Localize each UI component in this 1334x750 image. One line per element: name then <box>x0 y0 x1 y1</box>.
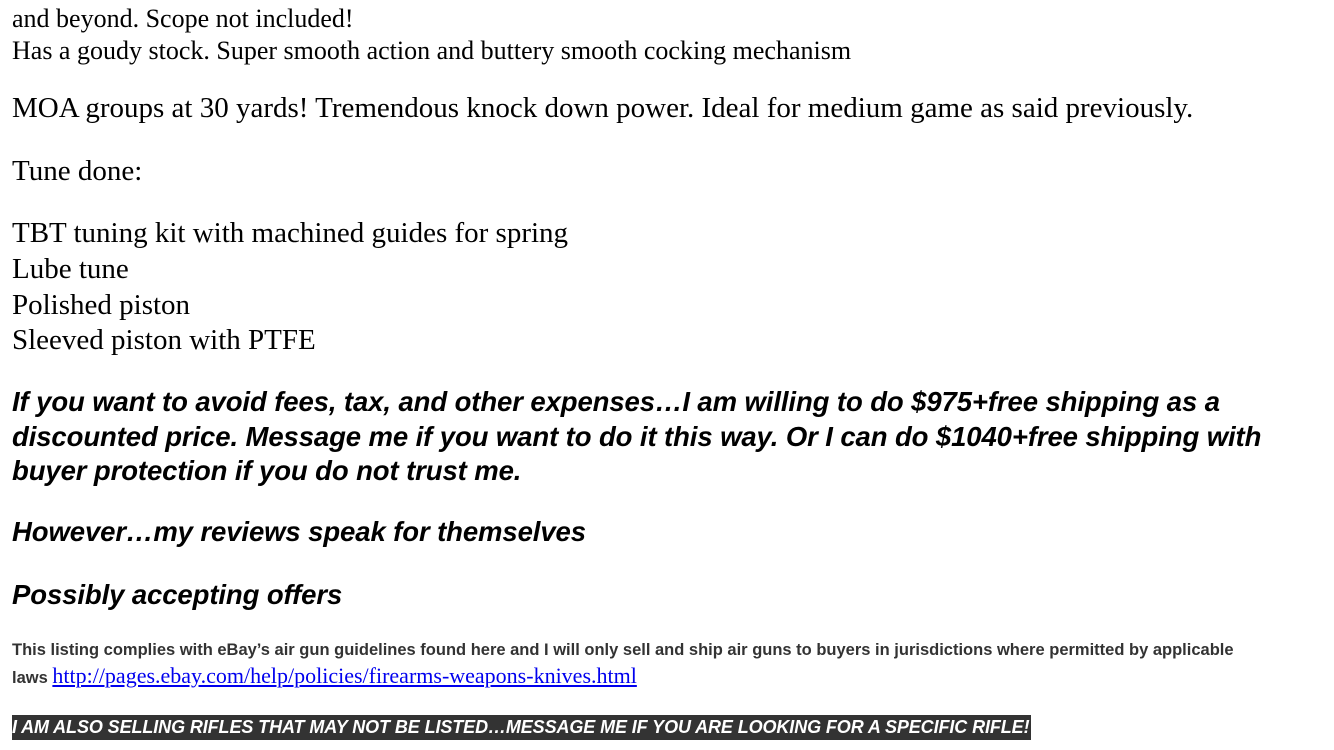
intro-line-2: Has a goudy stock. Super smooth action and buttery smooth cocking mechanism <box>12 36 852 65</box>
groups-line: MOA groups at 30 yards! Tremendous knock down power. Ideal for medium game as said previously. <box>12 92 1194 124</box>
reviews-line: However…my reviews speak for themselves <box>12 516 586 547</box>
offer-line-2: discounted price. Message me if you want to do it this way. Or I can do $1040+free shipping with <box>12 420 1262 452</box>
compliance-text: This listing complies with eBay’s air gun guidelines found here and I will only sell and ship air guns to buyers in jurisdictions where permitted by applicable laws <box>12 641 1234 687</box>
policy-link[interactable]: http://pages.ebay.com/help/policies/firearms-weapons-knives.html <box>52 663 637 688</box>
intro-line-1: and beyond. Scope not included! <box>12 4 354 33</box>
offer-line-1: If you want to avoid fees, tax, and other expenses…I am willing to do $975+free shipping as a <box>12 386 1220 417</box>
rifles-banner: I AM ALSO SELLING RIFLES THAT MAY NOT BE LISTED…MESSAGE ME IF YOU ARE LOOKING FOR A SPECIFIC RIFLE! <box>12 715 1031 740</box>
tune-heading: Tune done: <box>12 155 143 187</box>
tune-item: Polished piston <box>12 289 191 321</box>
compliance-notice <box>12 637 1272 691</box>
tune-item: TBT tuning kit with machined guides for spring <box>12 217 569 249</box>
tune-item: Sleeved piston with PTFE <box>12 324 316 356</box>
tune-item: Lube tune <box>12 253 129 285</box>
offer-line-3: buyer protection if you do not trust me. <box>12 455 522 486</box>
offers-line: Possibly accepting offers <box>12 579 343 610</box>
